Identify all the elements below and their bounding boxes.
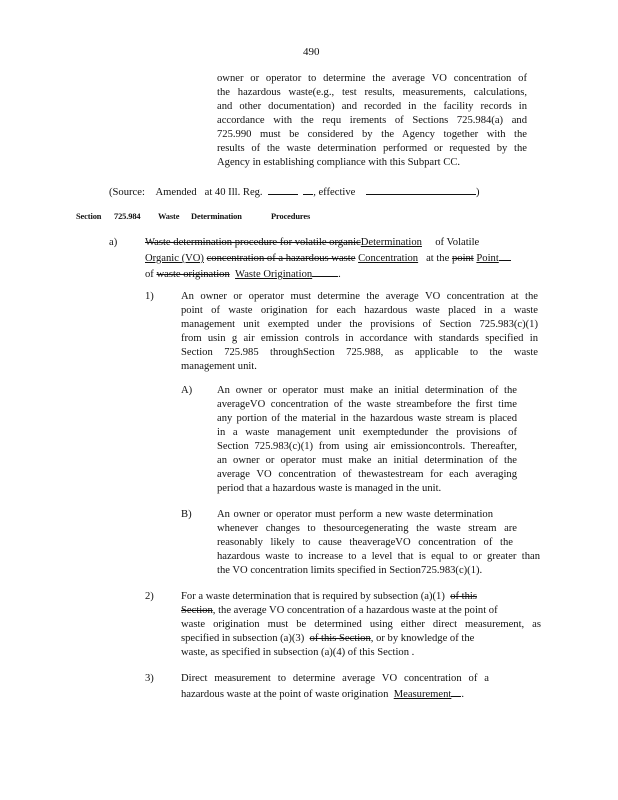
item-1-text bbox=[181, 290, 538, 374]
text-line: Direct measurement to determine average VO concentration of a bbox=[181, 673, 489, 684]
text-line: management unit. bbox=[181, 361, 257, 372]
item-a-text bbox=[145, 236, 540, 282]
inserted-text: Point bbox=[476, 253, 499, 264]
item-3-text bbox=[181, 672, 501, 702]
text-line: results of the waste determination performed or requested by the bbox=[217, 143, 527, 154]
deleted-text: concentration of a hazardous waste bbox=[206, 253, 356, 264]
text-line: average VO concentration of thewastestream for each averaging bbox=[217, 469, 517, 480]
blank-register-page bbox=[303, 184, 313, 195]
text-line: in a waste management unit exemptedunder the provisions of bbox=[217, 427, 517, 438]
text-line: management unit exempted under the provisions of Section 725.983(c)(1) bbox=[181, 319, 538, 330]
item-2-label: 2) bbox=[145, 591, 154, 602]
item-A-label: A) bbox=[181, 385, 193, 396]
text-span: , the average VO concentration of a hazardous waste at the point of bbox=[212, 605, 498, 616]
text-span: . bbox=[338, 269, 341, 280]
deleted-text: of this bbox=[450, 591, 477, 602]
deleted-text: Section bbox=[181, 605, 213, 616]
blank-effective-date bbox=[366, 184, 476, 195]
text-line: An owner or operator must determine the average VO concentration at the bbox=[181, 291, 538, 302]
blank-register-volume bbox=[268, 184, 298, 195]
text-line bbox=[145, 266, 540, 282]
text-line: waste, as specified in subsection (a)(4) of this Section . bbox=[181, 647, 415, 658]
section-title-word: Determination bbox=[191, 212, 242, 221]
text-span: of Volatile bbox=[435, 237, 480, 248]
text-line: Section 725.983(c)(1) from using air emissioncontrols. Thereafter, bbox=[217, 441, 517, 452]
text-span: specified in subsection (a)(3) bbox=[181, 633, 305, 644]
source-amended: Amended bbox=[155, 187, 197, 198]
text-span: of bbox=[145, 269, 154, 280]
deleted-text: of this Section bbox=[309, 633, 371, 644]
inserted-text: Organic (VO) bbox=[145, 253, 204, 264]
inserted-text: Waste Origination bbox=[235, 269, 313, 280]
text-line: whenever changes to thesourcegenerating the waste stream are bbox=[217, 523, 517, 534]
item-B-label: B) bbox=[181, 509, 192, 520]
text-line: and other documentation) and recorded in the facility records in bbox=[217, 101, 527, 112]
item-2-text bbox=[181, 590, 541, 660]
deleted-text: Waste determination procedure for volatile organic bbox=[145, 237, 361, 248]
text-line: accordance with the requ irements of Sections 725.984(a) and bbox=[217, 115, 527, 126]
item-1-label: 1) bbox=[145, 291, 154, 302]
text-line: averageVO concentration of the waste streambefore the first time bbox=[217, 399, 517, 410]
section-label: Section bbox=[76, 212, 102, 221]
text-line bbox=[181, 590, 541, 604]
text-line: the VO concentration limits specified in Section725.983(c)(1). bbox=[217, 565, 483, 576]
underline-fill bbox=[312, 266, 338, 277]
source-note bbox=[109, 184, 479, 200]
text-line: Section 725.985 throughSection 725.988, as applicable to the waste bbox=[181, 347, 538, 358]
text-line bbox=[181, 632, 541, 646]
underline-fill bbox=[451, 686, 461, 697]
text-line: an owner or operator must make an initial determination of the bbox=[217, 455, 517, 466]
deleted-text: point bbox=[451, 253, 474, 264]
inserted-text: Determination bbox=[360, 237, 422, 248]
section-number: 725.984 bbox=[114, 212, 141, 221]
text-span: at the bbox=[426, 253, 450, 264]
continuation-paragraph bbox=[217, 72, 527, 170]
item-3-label: 3) bbox=[145, 673, 154, 684]
text-span: , or by knowledge of the bbox=[370, 633, 475, 644]
source-effective: , effective bbox=[313, 187, 356, 198]
text-line: reasonably likely to cause theaverageVO concentration of the bbox=[217, 537, 513, 548]
text-line: from usin g air emission controls in accordance with standards specified in bbox=[181, 333, 538, 344]
text-line: 725.990 must be considered by the Agency together with the bbox=[217, 129, 527, 140]
text-line bbox=[181, 604, 541, 618]
text-line: hazardous waste to increase to a level that is equal to or greater than bbox=[217, 551, 540, 562]
text-span: For a waste determination that is required by subsection (a)(1) bbox=[181, 591, 445, 602]
inserted-text: Concentration bbox=[358, 253, 419, 264]
text-line: An owner or operator must perform a new waste determination bbox=[217, 509, 493, 520]
text-line: owner or operator to determine the average VO concentration of bbox=[217, 73, 527, 84]
section-title-word: Waste bbox=[158, 212, 180, 221]
text-span: . bbox=[461, 689, 465, 700]
text-line: waste origination must be determined using either direct measurement, as bbox=[181, 619, 541, 630]
text-line: Agency in establishing compliance with this Subpart CC. bbox=[217, 157, 461, 168]
underline-fill bbox=[499, 250, 511, 261]
text-span: hazardous waste at the point of waste origination bbox=[181, 689, 389, 700]
item-A-text bbox=[217, 384, 517, 496]
text-line: An owner or operator must make an initial determination of the bbox=[217, 385, 517, 396]
text-line: the hazardous waste(e.g., test results, measurements, calculations, bbox=[217, 87, 527, 98]
text-line: point of waste origination for each hazardous waste placed in a waste bbox=[181, 305, 538, 316]
text-line bbox=[181, 686, 501, 702]
section-title-word: Procedures bbox=[271, 212, 311, 221]
page-number: 490 bbox=[303, 46, 320, 58]
inserted-text: Measurement bbox=[393, 689, 452, 700]
item-a-label: a) bbox=[109, 237, 118, 248]
text-line: any portion of the material in the hazardous waste stream is placed bbox=[217, 413, 517, 424]
text-line bbox=[145, 236, 540, 250]
source-close: ) bbox=[475, 187, 480, 198]
source-register: at 40 Ill. Reg. bbox=[204, 187, 263, 198]
text-line bbox=[145, 250, 540, 266]
item-B-text bbox=[217, 508, 540, 578]
source-label: (Source: bbox=[109, 187, 145, 198]
text-line: period that a hazardous waste is managed in the unit. bbox=[217, 483, 442, 494]
deleted-text: waste origination bbox=[156, 269, 230, 280]
